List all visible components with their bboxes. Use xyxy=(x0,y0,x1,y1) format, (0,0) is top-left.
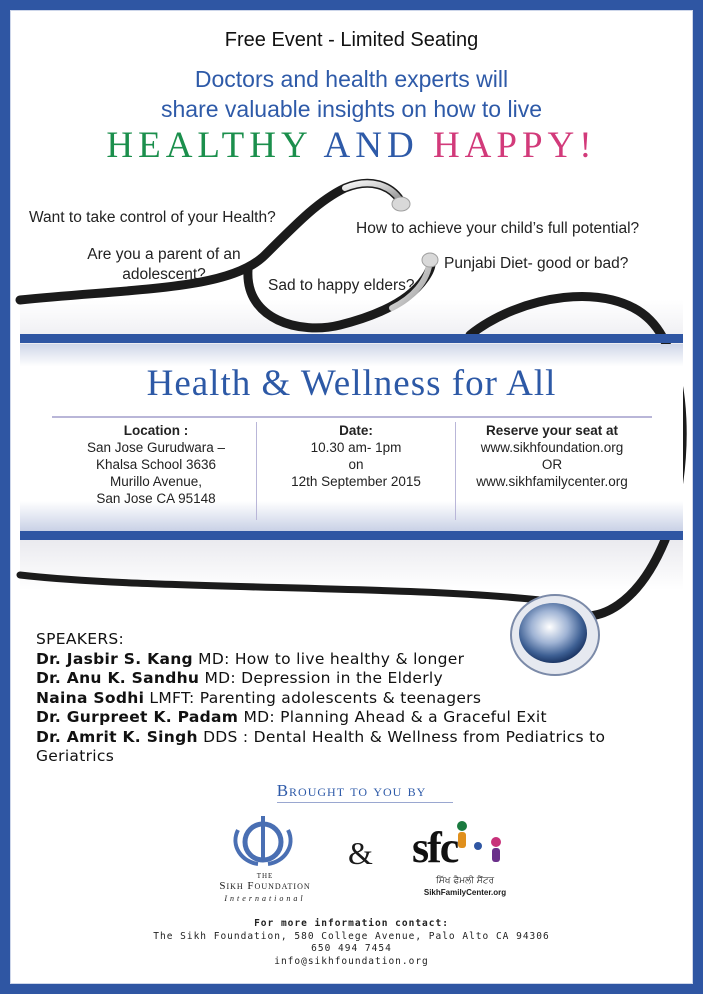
logo-the: THE xyxy=(256,872,274,880)
speaker-topic: MD: Depression in the Elderly xyxy=(199,669,443,687)
speaker-topic: LMFT: Parenting adolescents & teenagers xyxy=(144,688,482,707)
brought-to-you-by: Brought to you by xyxy=(276,781,427,800)
stethoscope-tube-lower xyxy=(20,575,540,600)
headline-line-2: share valuable insights on how to live xyxy=(160,96,542,122)
speaker-name: Dr. Gurpreet K. Padam xyxy=(36,708,239,726)
question-parent-adolescent xyxy=(76,245,252,285)
speaker-row xyxy=(36,689,656,709)
banner-stripe-bottom xyxy=(20,531,683,540)
headline-line-1: Doctors and health experts will xyxy=(194,66,509,92)
contact-heading: For more information contact: xyxy=(254,918,449,929)
reserve-link-sikhfamilycenter[interactable]: www.sikhfamilycenter.org xyxy=(476,474,628,489)
event-title: Health & Wellness for All xyxy=(146,363,557,404)
ear-tip-2 xyxy=(422,253,438,267)
tagline-healthy: HEALTHY xyxy=(106,125,312,166)
reserve-heading: Reserve your seat at xyxy=(485,423,619,438)
column-separator xyxy=(256,422,257,520)
question-parent-line-1: Are you a parent of an xyxy=(87,246,241,263)
speaker-topic: MD: Planning Ahead & a Graceful Exit xyxy=(238,708,547,726)
location-heading: Location : xyxy=(123,423,189,438)
sfc-url: SikhFamilyCenter.org xyxy=(423,888,507,897)
speakers-section xyxy=(36,630,656,767)
speakers-heading: SPEAKERS: xyxy=(36,630,125,648)
question-parent-line-2: adolescent? xyxy=(122,266,206,283)
reserve-link-sikhfoundation[interactable]: www.sikhfoundation.org xyxy=(480,440,624,455)
ampersand: & xyxy=(348,835,373,871)
contact-address: The Sikh Foundation, 580 College Avenue, Palo Alto CA 94306 xyxy=(153,930,550,942)
speaker-name: Dr. Amrit K. Singh xyxy=(36,727,198,746)
logo-international: International xyxy=(224,894,306,903)
location-line: Murillo Avenue, xyxy=(109,474,203,489)
banner-stripe-top xyxy=(20,334,683,343)
sikh-family-center-logo xyxy=(410,812,520,908)
speaker-row xyxy=(36,650,656,670)
location-line: San Jose CA 95148 xyxy=(96,491,216,506)
contact-section xyxy=(0,918,703,968)
event-subtitle: Free Event - Limited Seating xyxy=(224,29,479,51)
sfc-gurmukhi: ਸਿੱਖ ਫੈਮਲੀ ਸੈਂਟਰ xyxy=(435,876,495,886)
contact-phone: 650 494 7454 xyxy=(311,943,392,954)
speaker-name: Dr. Anu K. Sandhu xyxy=(36,669,200,687)
sikh-foundation-logo xyxy=(210,812,320,908)
speaker-row xyxy=(36,728,656,767)
banner-divider xyxy=(52,416,652,418)
tagline-exclamation: ! xyxy=(579,125,597,166)
brought-underline xyxy=(277,802,453,803)
date-heading: Date: xyxy=(339,423,373,438)
logo-sikh-foundation: Sikh Foundation xyxy=(219,880,311,892)
sfc-text: sfc xyxy=(412,823,458,872)
contact-email[interactable]: info@sikhfoundation.org xyxy=(274,955,429,967)
date-line: 12th September 2015 xyxy=(291,474,421,489)
speaker-topic: MD: How to live healthy & longer xyxy=(192,649,465,668)
date-line: 10.30 am- 1pm xyxy=(310,440,402,455)
reserve-column xyxy=(457,422,647,518)
question-punjabi-diet: Punjabi Diet- good or bad? xyxy=(444,255,629,272)
location-line: San Jose Gurudwara – xyxy=(86,440,226,455)
tagline-happy: HAPPY xyxy=(432,125,580,166)
speaker-name: Dr. Jasbir S. Kang xyxy=(36,649,193,668)
column-separator xyxy=(455,422,456,520)
speaker-topic: DDS : Dental Health & Wellness from Pediatrics to Geriatrics xyxy=(36,727,606,765)
date-column xyxy=(258,422,454,518)
question-child-potential: How to achieve your child’s full potential? xyxy=(356,220,640,237)
location-line: Khalsa School 3636 xyxy=(95,457,217,472)
reserve-or: OR xyxy=(541,457,563,472)
speaker-row xyxy=(36,669,656,689)
question-control-health: Want to take control of your Health? xyxy=(29,209,276,226)
question-elders: Sad to happy elders? xyxy=(268,277,415,294)
khanda-icon xyxy=(228,812,298,872)
ear-tip-1 xyxy=(392,197,410,211)
speaker-name: Naina Sodhi xyxy=(36,688,145,707)
speaker-row xyxy=(36,708,656,728)
location-column xyxy=(58,422,254,518)
date-line: on xyxy=(348,457,364,472)
tagline-and: AND xyxy=(323,125,419,166)
